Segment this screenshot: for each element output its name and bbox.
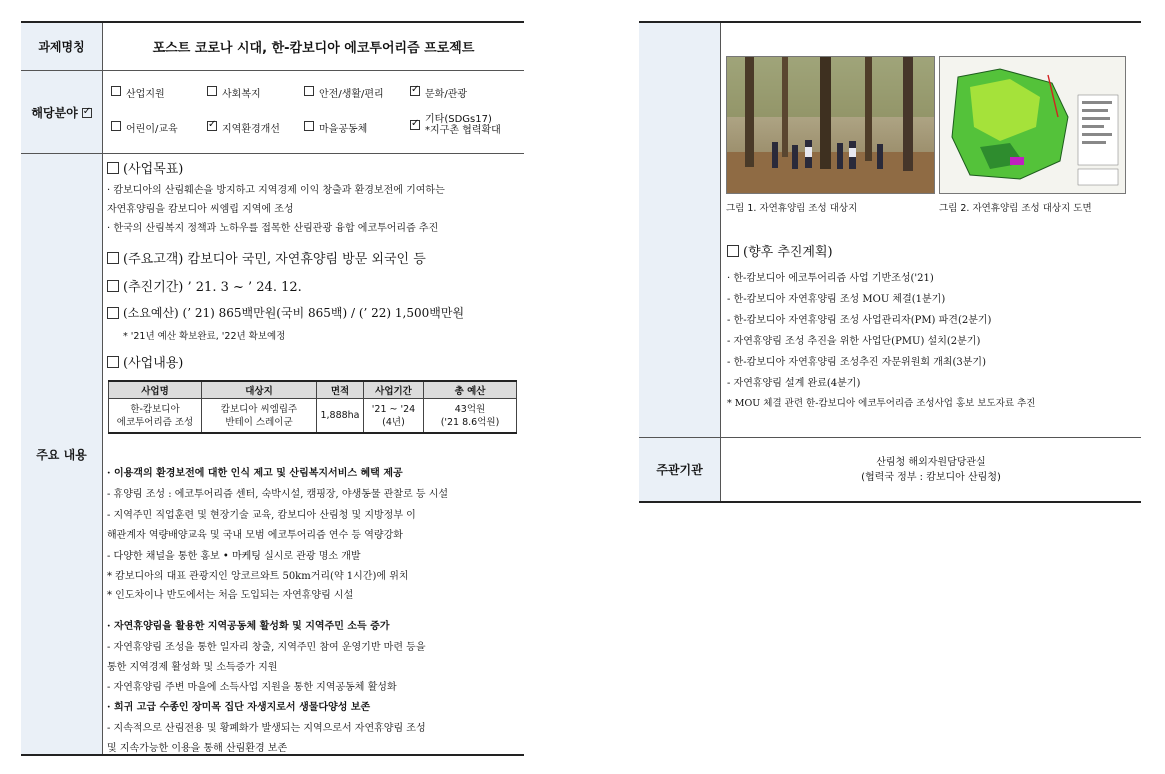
checkbox-icon bbox=[107, 162, 119, 174]
bullet-line: * 캄보디아의 대표 관광지인 앙코르와트 50km거리(약 1시간)에 위치 bbox=[107, 571, 409, 582]
table-cell: 캄보디아 씨엠립주 반테이 스레이군 bbox=[202, 399, 317, 434]
table-header: 총 예산 bbox=[424, 381, 517, 399]
title-label: 과제명칭 bbox=[21, 23, 103, 70]
bullet-line: 통한 지역경제 활성화 및 소득증가 지원 bbox=[107, 662, 278, 673]
field-item[interactable]: 안전/생활/편리 bbox=[304, 85, 384, 100]
goal-header: (사업목표) bbox=[107, 158, 183, 177]
plan-line: - 자연휴양림 설계 완료(4분기) bbox=[727, 378, 861, 389]
label-column bbox=[639, 23, 721, 437]
plan-line: - 자연휴양림 조성 추진을 위한 사업단(PMU) 설치(2분기) bbox=[727, 336, 981, 347]
period-line: (추진기간) ’ 21. 3 ~ ’ 24. 12. bbox=[107, 276, 302, 295]
field-item[interactable]: ✓ 문화/관광 bbox=[410, 85, 467, 100]
bullet-line: - 다양한 채널을 통한 홍보 • 마케팅 실시로 관광 명소 개발 bbox=[107, 551, 361, 562]
checkbox-icon bbox=[107, 356, 119, 368]
agency-label: 주관기관 bbox=[639, 438, 721, 501]
bullet-line: 해관계자 역량배양교육 및 국내 모범 에코투어리즘 연수 등 역량강화 bbox=[107, 530, 403, 541]
table-header-row bbox=[109, 381, 517, 399]
bullet-line: - 휴양림 조성 : 에코투어리즘 센터, 숙박시설, 캠핑장, 야생동물 관찰로 등 시설 bbox=[107, 489, 449, 500]
fields-checkbox-icon bbox=[82, 108, 92, 118]
fields-label: 해당분야 bbox=[31, 105, 78, 120]
checkbox-checked-icon[interactable] bbox=[410, 86, 420, 96]
content-header: (사업내용) bbox=[107, 352, 183, 371]
forest-photo-image bbox=[727, 57, 934, 193]
site-map-image bbox=[939, 56, 1126, 194]
field-item[interactable]: ✓ 지역환경개선 bbox=[207, 120, 280, 135]
field-item[interactable]: 어린이/교육 bbox=[111, 120, 178, 135]
photo-caption-2: 그림 2. 자연휴양림 조성 대상지 도면 bbox=[939, 203, 1092, 214]
agency-info bbox=[721, 438, 1141, 501]
checkbox-icon[interactable] bbox=[207, 86, 217, 96]
agency-name: 산림청 해외자원담당관실 bbox=[876, 456, 986, 468]
bullet-line: · 이용객의 환경보전에 대한 인식 제고 및 산림복지서비스 혜택 제공 bbox=[107, 468, 403, 479]
checkbox-icon bbox=[107, 252, 119, 264]
table-cell: 43억원 ('21 8.6억원) bbox=[424, 399, 517, 434]
table-header: 면적 bbox=[317, 381, 364, 399]
budget-note: * '21년 예산 확보완료, '22년 확보예정 bbox=[123, 331, 286, 342]
bullet-line: - 자연휴양림 조성을 통한 일자리 창출, 지역주민 참여 운영기반 마련 등을 bbox=[107, 642, 426, 653]
checkbox-checked-icon[interactable] bbox=[207, 121, 217, 131]
plan-line: - 한-캄보디아 자연휴양림 조성추진 자문위원회 개최(3분기) bbox=[727, 357, 986, 368]
bullet-line: * 인도차이나 반도에서는 처음 도입되는 자연휴양림 시설 bbox=[107, 590, 354, 601]
bullet-line: · 자연휴양림을 활용한 지역공동체 활성화 및 지역주민 소득 증가 bbox=[107, 621, 390, 632]
field-item[interactable]: ✓ 기타(SDGs17) *지구촌 협력확대 bbox=[410, 114, 501, 136]
plan-line: - 한-캄보디아 자연휴양림 조성 사업관리자(PM) 파견(2분기) bbox=[727, 315, 992, 326]
checkbox-icon[interactable] bbox=[111, 86, 121, 96]
goal-text: · 캄보디아의 산림훼손을 방지하고 지역경제 이익 창출과 환경보전에 기여하는 자연휴양림을 캄보디아 씨엠립 지역에 조성 · 한국의 산림복지 정책과 노하우를 접목한 산림관광 융합 에코투어리즘 추진 bbox=[107, 185, 445, 234]
table-cell: 한-캄보디아 에코투어리즘 조성 bbox=[109, 399, 202, 434]
field-item[interactable]: 마을공동체 bbox=[304, 120, 367, 135]
plan-line: · 한-캄보디아 에코투어리즘 사업 기반조성('21) bbox=[727, 273, 934, 284]
bullet-line: - 자연휴양림 주변 마을에 소득사업 지원을 통한 지역공동체 활성화 bbox=[107, 682, 397, 693]
project-table bbox=[108, 380, 517, 434]
checkbox-icon bbox=[107, 307, 119, 319]
bullet-line: 및 지속가능한 이용을 통해 산림환경 보존 bbox=[107, 743, 288, 754]
fields-label-cell bbox=[21, 71, 103, 153]
bullet-line: - 지속적으로 산림전용 및 황폐화가 발생되는 지역으로서 자연휴양림 조성 bbox=[107, 723, 426, 734]
divider bbox=[21, 70, 524, 71]
bullet-line: · 희귀 고급 수종인 장미목 집단 자생지로서 생물다양성 보존 bbox=[107, 702, 371, 713]
plan-header: (향후 추진계획) bbox=[727, 241, 833, 260]
table-cell: 1,888ha bbox=[317, 399, 364, 434]
project-summary-panel bbox=[21, 21, 524, 756]
checkbox-icon[interactable] bbox=[111, 121, 121, 131]
photo-caption-1: 그림 1. 자연휴양림 조성 대상지 bbox=[726, 203, 858, 214]
checkbox-icon[interactable] bbox=[304, 121, 314, 131]
plan-panel bbox=[639, 21, 1141, 503]
bullet-line: - 지역주민 직업훈련 및 현장기술 교육, 캄보디아 산림청 및 지방정부 이 bbox=[107, 510, 416, 521]
checkbox-checked-icon[interactable] bbox=[410, 120, 420, 130]
project-title: 포스트 코로나 시대, 한-캄보디아 에코투어리즘 프로젝트 bbox=[152, 41, 475, 56]
checkbox-icon bbox=[107, 280, 119, 292]
table-header: 대상지 bbox=[202, 381, 317, 399]
checkbox-icon[interactable] bbox=[304, 86, 314, 96]
table-row bbox=[109, 399, 517, 434]
divider bbox=[21, 153, 524, 154]
plan-line: * MOU 체결 관련 한-캄보디아 에코투어리즘 조성사업 홍보 보도자료 추진 bbox=[727, 398, 1036, 409]
forest-site-photo bbox=[726, 56, 935, 194]
field-item[interactable]: 산업지원 bbox=[111, 85, 165, 100]
table-header: 사업기간 bbox=[364, 381, 424, 399]
table-cell: '21 ~ '24 (4년) bbox=[364, 399, 424, 434]
agency-partner: (협력국 정부 : 캄보디아 산림청) bbox=[861, 471, 1001, 483]
content-label: 주요 내용 bbox=[21, 154, 103, 754]
checkbox-icon bbox=[727, 245, 739, 257]
table-header: 사업명 bbox=[109, 381, 202, 399]
budget-line: (소요예산) (’ 21) 865백만원(국비 865백) / (’ 22) 1,500백만원 bbox=[107, 304, 464, 321]
plan-line: - 한-캄보디아 자연휴양림 조성 MOU 체결(1분기) bbox=[727, 294, 946, 305]
customer-line: (주요고객) 캄보디아 국민, 자연휴양림 방문 외국인 등 bbox=[107, 248, 426, 267]
field-item[interactable]: 사회복지 bbox=[207, 85, 261, 100]
site-map-drawing bbox=[940, 57, 1125, 193]
